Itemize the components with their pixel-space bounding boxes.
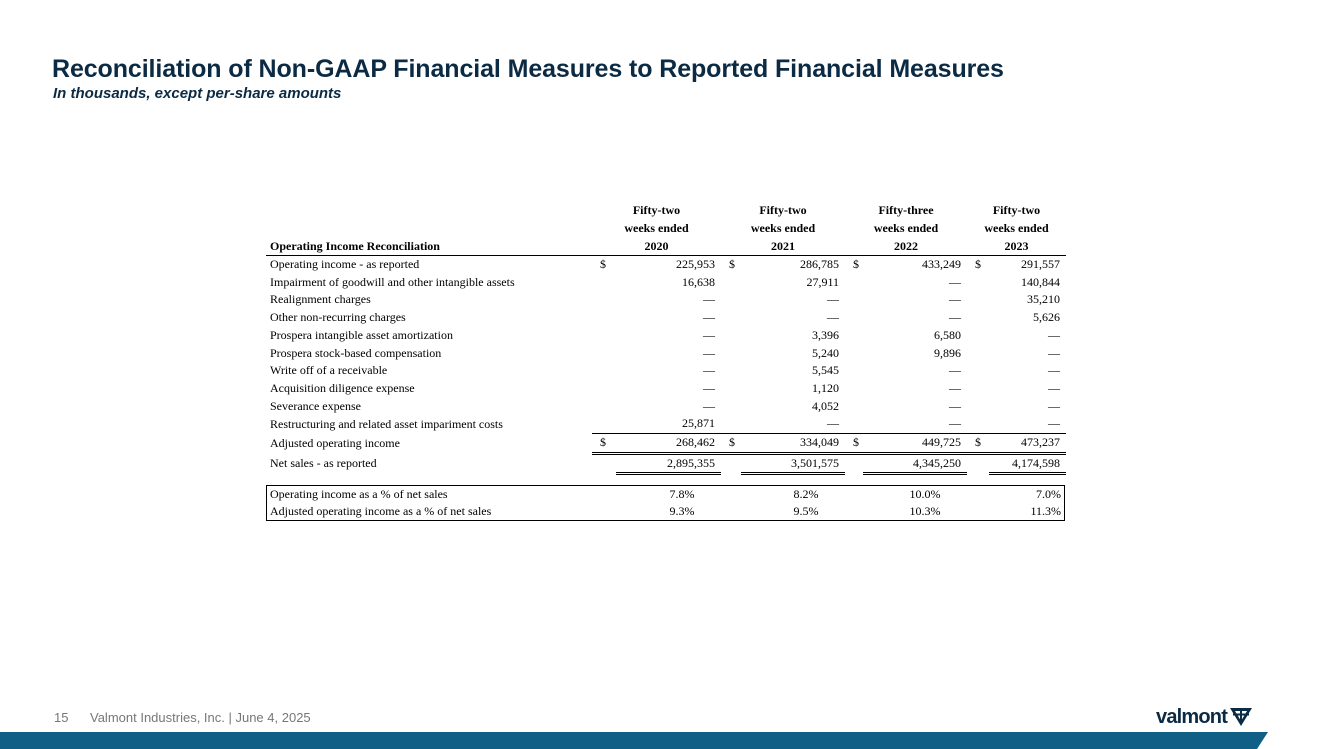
currency-symbol	[721, 398, 741, 416]
row-value: 449,725	[863, 434, 967, 454]
currency-symbol	[845, 309, 863, 327]
table-row	[266, 309, 1066, 327]
row-value: 286,785	[741, 256, 845, 274]
column-header-year: 2022	[894, 239, 918, 253]
margin-row-label: Operating income as a % of net sales	[270, 487, 448, 501]
table-row	[266, 453, 1066, 474]
margin-table-body	[267, 486, 1065, 521]
currency-symbol	[967, 380, 989, 398]
table-header-row	[266, 201, 1066, 256]
currency-symbol	[967, 327, 989, 345]
row-label: Net sales - as reported	[270, 455, 377, 470]
row-value: 225,953	[616, 256, 721, 274]
currency-symbol	[721, 362, 741, 380]
column-header-line2: weeks ended	[750, 221, 816, 235]
currency-symbol	[721, 291, 741, 309]
row-value: 1,120	[812, 380, 839, 395]
currency-symbol	[592, 291, 616, 309]
currency-symbol	[967, 274, 989, 292]
row-value: —	[827, 416, 839, 431]
currency-symbol	[967, 415, 989, 433]
table-row	[266, 345, 1066, 363]
currency-symbol	[592, 309, 616, 327]
column-header-year: 2021	[771, 239, 795, 253]
row-value: 268,462	[616, 434, 721, 454]
row-value: 35,210	[1027, 292, 1060, 307]
margin-percentage-table	[266, 485, 1065, 521]
margin-row-value: 7.8%	[669, 487, 695, 501]
column-header-line2: weeks ended	[873, 221, 939, 235]
row-value: 6,580	[934, 327, 961, 342]
row-value: 4,345,250	[863, 453, 967, 474]
currency-symbol	[845, 415, 863, 433]
currency-symbol	[845, 398, 863, 416]
row-value: 4,174,598	[989, 453, 1066, 474]
currency-symbol	[721, 274, 741, 292]
row-label: Write off of a receivable	[270, 363, 388, 378]
currency-symbol	[967, 291, 989, 309]
column-header-line1: Fifty-two	[632, 203, 681, 217]
row-value: —	[703, 310, 715, 325]
row-value: 4,052	[812, 398, 839, 413]
currency-symbol	[721, 345, 741, 363]
currency-symbol	[592, 362, 616, 380]
margin-row-label: Adjusted operating income as a % of net sales	[270, 504, 492, 518]
column-header-line1: Fifty-two	[992, 203, 1041, 217]
currency-symbol	[845, 274, 863, 292]
row-value: 2,895,355	[616, 453, 721, 474]
row-value: —	[703, 380, 715, 395]
currency-symbol	[592, 345, 616, 363]
row-value: —	[703, 363, 715, 378]
currency-symbol	[721, 453, 741, 474]
currency-symbol	[721, 380, 741, 398]
currency-symbol	[967, 398, 989, 416]
table-row	[266, 362, 1066, 380]
table-row	[266, 415, 1066, 433]
currency-symbol	[967, 453, 989, 474]
currency-symbol: $	[845, 256, 863, 274]
table-row	[266, 256, 1066, 274]
row-value: 5,626	[1033, 310, 1060, 325]
row-value: 291,557	[989, 256, 1066, 274]
currency-symbol: $	[845, 434, 863, 454]
table-row	[266, 291, 1066, 309]
margin-row-value: 8.2%	[793, 487, 819, 501]
currency-symbol	[592, 453, 616, 474]
currency-symbol	[592, 380, 616, 398]
row-value: 25,871	[682, 416, 715, 431]
margin-row	[267, 486, 1065, 504]
row-value: 334,049	[741, 434, 845, 454]
margin-row-value: 9.5%	[793, 504, 819, 518]
row-value: 3,501,575	[741, 453, 845, 474]
column-header-year: 2023	[1004, 239, 1029, 253]
column-header-2022	[845, 201, 967, 256]
page-title: Reconciliation of Non-GAAP Financial Measures to Reported Financial Measures	[52, 55, 1004, 83]
margin-row-value: 7.0%	[1036, 487, 1061, 501]
row-value: —	[1048, 345, 1060, 360]
row-value: 5,240	[812, 345, 839, 360]
footer-company-date: Valmont Industries, Inc. | June 4, 2025	[90, 710, 311, 725]
row-value: —	[949, 380, 961, 395]
table-row	[266, 274, 1066, 292]
row-value: —	[1048, 363, 1060, 378]
row-value: —	[949, 292, 961, 307]
margin-row-value: 10.3%	[909, 504, 941, 518]
row-value: —	[949, 398, 961, 413]
row-label: Other non-recurring charges	[270, 310, 406, 325]
page-subtitle: In thousands, except per-share amounts	[53, 85, 342, 102]
row-label: Operating income - as reported	[266, 256, 592, 274]
currency-symbol	[967, 309, 989, 327]
row-value: —	[703, 292, 715, 307]
row-value: 140,844	[1021, 274, 1060, 289]
column-header-line2: weeks ended	[624, 221, 689, 235]
row-value: 3,396	[812, 327, 839, 342]
table-row	[266, 398, 1066, 416]
row-value: 473,237	[989, 434, 1066, 454]
row-value: —	[703, 345, 715, 360]
column-header-line1: Fifty-three	[878, 203, 934, 217]
logo-wordmark: valmont	[1156, 705, 1228, 728]
row-value: —	[1048, 380, 1060, 395]
row-value: —	[949, 274, 961, 289]
table-body	[266, 256, 1066, 474]
table-row	[266, 380, 1066, 398]
currency-symbol	[967, 362, 989, 380]
row-label: Acquisition diligence expense	[270, 380, 415, 395]
currency-symbol	[592, 327, 616, 345]
row-value: —	[1048, 327, 1060, 342]
currency-symbol	[845, 291, 863, 309]
column-header-2021	[721, 201, 845, 256]
currency-symbol	[845, 362, 863, 380]
row-value: 9,896	[934, 345, 961, 360]
row-value: —	[949, 310, 961, 325]
currency-symbol	[845, 453, 863, 474]
table-row	[266, 327, 1066, 345]
row-value: —	[949, 416, 961, 431]
row-label: Realignment charges	[270, 292, 371, 307]
row-value: 433,249	[863, 256, 967, 274]
currency-symbol	[845, 345, 863, 363]
currency-symbol	[845, 327, 863, 345]
currency-symbol: $	[592, 434, 616, 454]
currency-symbol	[721, 415, 741, 433]
row-label: Restructuring and related asset impariment costs	[270, 416, 503, 431]
currency-symbol: $	[967, 256, 989, 274]
currency-symbol: $	[592, 256, 616, 274]
row-value: —	[1048, 398, 1060, 413]
row-value: —	[827, 292, 839, 307]
currency-symbol	[845, 380, 863, 398]
page-number: 15	[54, 710, 69, 725]
currency-symbol: $	[721, 256, 741, 274]
column-header-label: Operating Income Reconciliation	[266, 201, 592, 256]
margin-row	[267, 503, 1065, 521]
row-value: —	[703, 327, 715, 342]
row-value: —	[1048, 416, 1060, 431]
column-header-2020	[592, 201, 721, 256]
currency-symbol: $	[967, 434, 989, 454]
row-value: —	[949, 363, 961, 378]
row-label: Prospera intangible asset amortization	[270, 327, 453, 342]
row-label: Severance expense	[270, 398, 361, 413]
currency-symbol	[592, 274, 616, 292]
row-label: Prospera stock-based compensation	[270, 345, 442, 360]
column-header-line1: Fifty-two	[759, 203, 807, 217]
row-value: 27,911	[806, 274, 839, 289]
currency-symbol	[592, 415, 616, 433]
reconciliation-table-container	[266, 201, 1066, 518]
row-value: —	[703, 398, 715, 413]
operating-income-reconciliation-table	[266, 201, 1066, 475]
row-value: 16,638	[682, 274, 715, 289]
valmont-logo	[1156, 705, 1252, 729]
currency-symbol	[721, 327, 741, 345]
table-row	[266, 434, 1066, 454]
footer-band	[0, 732, 1333, 749]
margin-row-value: 11.3%	[1030, 504, 1061, 518]
valmont-v-mark-icon	[1230, 708, 1252, 726]
column-header-2023	[967, 201, 1066, 256]
currency-symbol: $	[721, 434, 741, 454]
column-header-year: 2020	[644, 239, 669, 253]
column-header-line2: weeks ended	[984, 221, 1049, 235]
currency-symbol	[592, 398, 616, 416]
currency-symbol	[967, 345, 989, 363]
row-label: Adjusted operating income	[270, 435, 400, 450]
row-value: —	[827, 310, 839, 325]
margin-row-value: 10.0%	[909, 487, 941, 501]
currency-symbol	[721, 309, 741, 327]
margin-row-value: 9.3%	[669, 504, 695, 518]
row-value: 5,545	[812, 363, 839, 378]
row-label: Impairment of goodwill and other intangible assets	[270, 274, 515, 289]
